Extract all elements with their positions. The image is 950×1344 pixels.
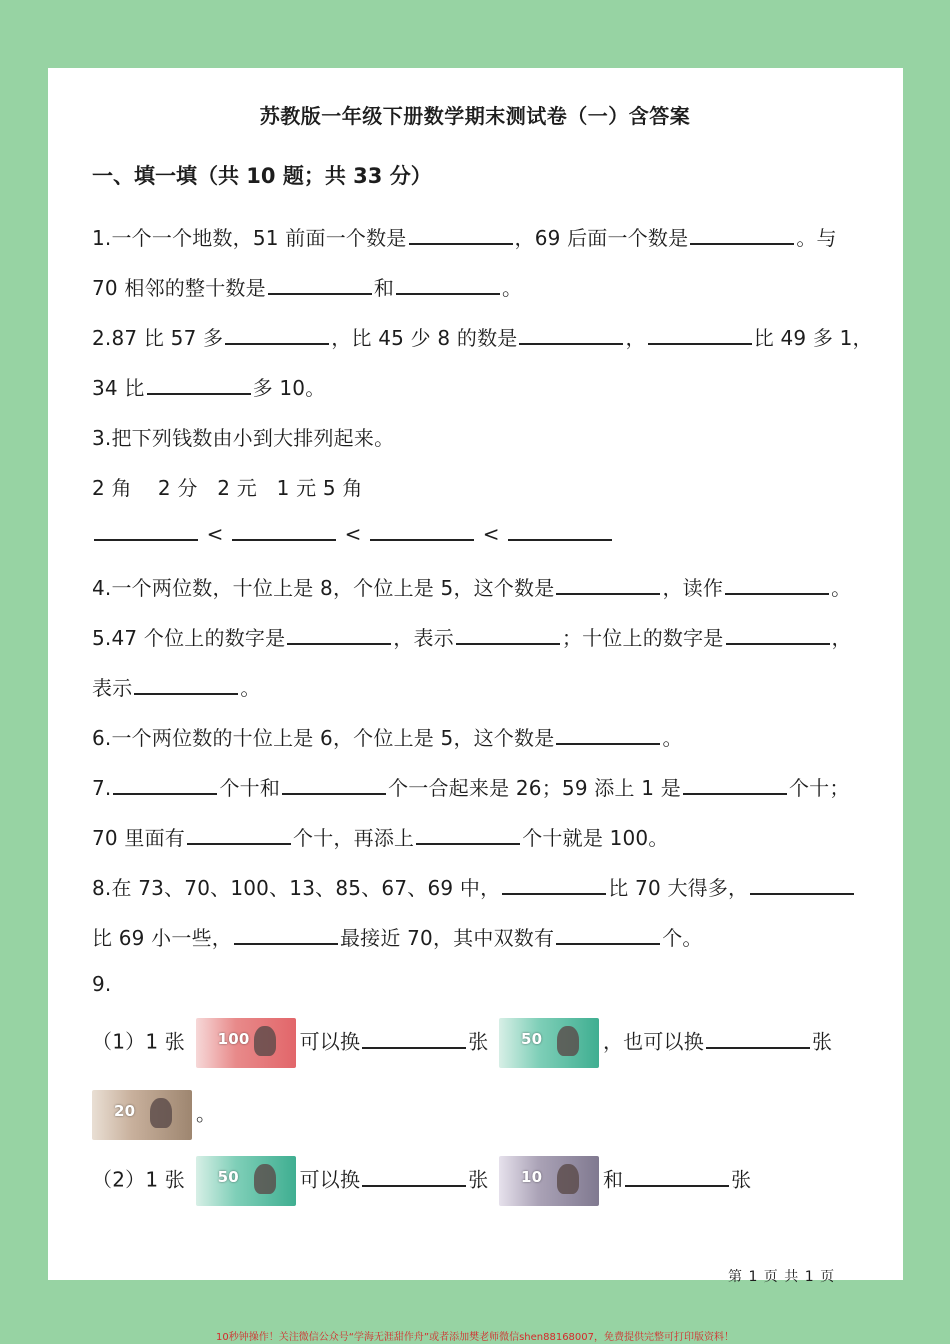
page-footer: 第 1 页 共 1 页 [728,1269,836,1285]
answer-blank[interactable] [396,277,500,295]
q9-part1-line2 [88,1090,216,1140]
answer-blank[interactable] [706,1031,810,1049]
answer-blank[interactable] [147,377,251,395]
q2-text-e: 34 比 [92,376,145,400]
q5-line2 [92,672,261,701]
answer-blank[interactable] [690,227,794,245]
q9-p2-text-d: 和 [602,1167,624,1192]
q6-text-a: 6.一个两位数的十位上是 6，个位上是 5，这个数是 [92,726,555,750]
q7-text-a: 7. [92,776,112,800]
q2-text-b: ，比 45 少 8 的数是 [331,326,518,350]
promo-banner: 10秒钟操作！关注微信公众号“学海无涯甜作舟”或者添加樊老师微信shen88168007，免费提供完整可打印版资料！ [215,1332,735,1343]
q3-order [92,522,614,546]
answer-blank[interactable] [370,523,474,541]
q7-text-f: 个十，再添上 [293,826,415,850]
portrait-icon [254,1026,276,1056]
q4-text-c: 。 [831,576,852,600]
q8-text-a: 8.在 73、70、100、13、85、67、69 中， [92,876,501,900]
banknote-50-image [196,1156,296,1206]
q2-text-d: 比 49 多 1， [753,326,873,350]
q5-text-f: 。 [240,676,261,700]
q9-p1-text-e: 张 [811,1029,833,1054]
q8-text-d: 最接近 70，其中双数有 [339,926,555,950]
q1-text-c: 。与 [796,226,837,250]
answer-blank[interactable] [134,677,238,695]
banknote-value: 10 [520,1168,543,1186]
answer-blank[interactable] [187,827,291,845]
answer-blank[interactable] [232,523,336,541]
q8-text-e: 个。 [662,926,703,950]
answer-blank[interactable] [113,777,217,795]
q4-text-b: ，读作 [662,576,724,600]
answer-blank[interactable] [282,777,386,795]
less-than: < [482,522,500,546]
q2-text-a: 2.87 比 57 多 [92,326,224,350]
q5-text-a: 5.47 个位上的数字是 [92,626,286,650]
q4-text-a: 4.一个两位数，十位上是 8，个位上是 5，这个数是 [92,576,555,600]
q5-text-d: ， [831,626,852,650]
q7-text-e: 70 里面有 [92,826,186,850]
answer-blank[interactable] [287,627,391,645]
answer-blank[interactable] [725,577,829,595]
page-title: 苏教版一年级下册数学期末测试卷（一）含答案 [259,104,691,128]
q9-p1-text-f: 。 [196,1101,217,1126]
q9-p2-text-c: 张 [468,1167,489,1192]
q8-text-b: 比 70 大得多， [608,876,749,900]
portrait-icon [557,1164,579,1194]
q9-number: 9. [92,972,112,996]
answer-blank[interactable] [508,523,612,541]
portrait-icon [254,1164,276,1194]
answer-blank[interactable] [556,927,660,945]
q9-p2-text-e: 张 [731,1167,752,1192]
q9-p1-text-b: 可以换 [299,1029,361,1054]
answer-blank[interactable] [234,927,338,945]
answer-blank[interactable] [648,327,752,345]
banknote-value: 50 [520,1030,543,1048]
q2-line1 [92,322,873,351]
q7-text-g: 个十就是 100。 [522,826,669,850]
q7-line2 [92,822,669,851]
q2-text-c: ， [625,326,646,350]
less-than: < [344,522,362,546]
q1-text-e: 和 [373,276,395,300]
q5-text-b: ，表示 [393,626,454,650]
portrait-icon [150,1098,172,1128]
answer-blank[interactable] [416,827,520,845]
q2-text-f: 多 10。 [252,376,326,400]
q9-part2 [92,1156,751,1206]
answer-blank[interactable] [268,277,372,295]
q1-text-d: 70 相邻的整十数是 [92,276,266,300]
answer-blank[interactable] [556,727,660,745]
q9-p2-text-b: 可以换 [299,1167,361,1192]
q4-line [92,572,851,601]
answer-blank[interactable] [362,1169,466,1187]
answer-blank[interactable] [750,877,854,895]
banknote-value: 50 [217,1168,239,1186]
q9-part1-line1 [92,1018,832,1068]
answer-blank[interactable] [362,1031,466,1049]
banknote-value: 100 [217,1030,250,1048]
answer-blank[interactable] [726,627,830,645]
q1-text-b: ，69 后面一个数是 [514,226,689,250]
q8-text-c: 比 69 小一些， [92,926,232,950]
q9-p2-text-a: （2）1 张 [92,1167,186,1192]
q5-text-e: 表示 [92,676,133,700]
q5-line1 [92,622,852,651]
banknote-10-image [499,1156,599,1206]
q9-p1-text-d: ，也可以换 [602,1029,704,1054]
answer-blank[interactable] [556,577,660,595]
q8-line2 [92,922,703,951]
answer-blank[interactable] [502,877,606,895]
q1-line2 [92,272,522,301]
answer-blank[interactable] [409,227,513,245]
q9-p1-text-a: （1）1 张 [92,1029,186,1054]
answer-blank[interactable] [519,327,623,345]
q7-text-b: 个十和 [219,776,281,800]
q1-line1 [92,222,837,251]
q5-text-c: ；十位上的数字是 [561,626,724,650]
portrait-icon [557,1026,579,1056]
q3-items: 2 角 2 分 2 元 1 元 5 角 [92,476,363,500]
banknote-value: 20 [114,1102,136,1120]
q1-text-f: 。 [502,276,523,300]
banknote-20-image [92,1090,192,1140]
q6-line [92,722,683,751]
banknote-50-image [499,1018,599,1068]
q7-text-c: 个一合起来是 26；59 添上 1 是 [388,776,681,800]
answer-blank[interactable] [94,523,198,541]
q7-line1 [92,772,850,801]
q1-text-a: 1.一个一个地数，51 前面一个数是 [92,226,407,250]
q7-text-d: 个十； [788,776,850,800]
answer-blank[interactable] [683,777,787,795]
q2-line2 [92,372,325,401]
q6-text-b: 。 [662,726,683,750]
answer-blank[interactable] [225,327,329,345]
q8-line1 [92,872,856,901]
less-than: < [206,522,224,546]
section-heading: 一、填一填（共 10 题；共 33 分） [92,164,432,188]
answer-blank[interactable] [456,627,560,645]
q9-p1-text-c: 张 [468,1029,489,1054]
answer-blank[interactable] [625,1169,729,1187]
q3-line1: 3.把下列钱数由小到大排列起来。 [92,426,395,450]
banknote-100-image [196,1018,296,1068]
